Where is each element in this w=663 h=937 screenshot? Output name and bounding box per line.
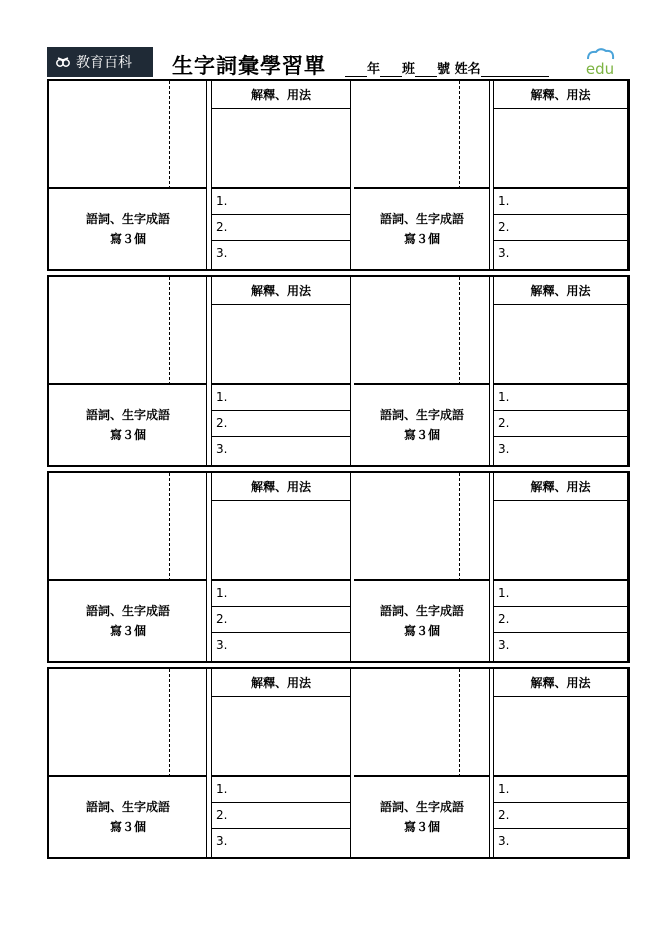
prompt-label xyxy=(354,581,490,661)
answer-row[interactable]: 2. xyxy=(212,607,350,633)
prompt-line2: 寫３個 xyxy=(109,232,146,246)
definition-cell xyxy=(211,81,351,269)
definition-area[interactable] xyxy=(494,305,627,385)
answer-row[interactable]: 2. xyxy=(494,215,627,241)
answer-row[interactable]: 1. xyxy=(494,189,627,215)
answer-row[interactable]: 2. xyxy=(494,803,627,829)
prompt-line1: 語詞、生字成語 xyxy=(379,604,464,618)
vocab-card xyxy=(49,669,351,857)
prompt-line2: 寫３個 xyxy=(109,428,146,442)
definition-cell xyxy=(493,473,628,661)
prompt-label xyxy=(354,777,490,857)
prompt-label xyxy=(49,385,207,465)
answer-row[interactable]: 1. xyxy=(212,581,350,607)
student-info xyxy=(345,58,549,77)
definition-area[interactable] xyxy=(494,109,627,189)
answer-row[interactable]: 3. xyxy=(498,442,510,456)
edu-logo xyxy=(580,47,620,77)
prompt-line1: 語詞、生字成語 xyxy=(379,212,464,226)
definition-header: 解釋、用法 xyxy=(494,473,627,501)
answer-row[interactable]: 2. xyxy=(212,215,350,241)
vocab-card xyxy=(49,473,351,661)
definition-cell xyxy=(493,81,628,269)
owl-icon xyxy=(55,54,71,70)
answer-row[interactable]: 1. xyxy=(494,385,627,411)
answer-row[interactable]: 3. xyxy=(216,246,228,260)
prompt-line1: 語詞、生字成語 xyxy=(379,800,464,814)
prompt-label xyxy=(49,189,207,269)
definition-header: 解釋、用法 xyxy=(212,473,350,501)
prompt-line1: 語詞、生字成語 xyxy=(85,408,170,422)
answer-row[interactable]: 1. xyxy=(494,581,627,607)
prompt-line2: 寫３個 xyxy=(403,820,440,834)
vocab-block xyxy=(47,275,630,467)
definition-area[interactable] xyxy=(212,109,350,189)
answer-row[interactable]: 1. xyxy=(494,777,627,803)
prompt-label xyxy=(354,189,490,269)
prompt-line1: 語詞、生字成語 xyxy=(85,212,170,226)
prompt-label xyxy=(354,385,490,465)
brand-name: 教育百科 xyxy=(76,55,132,71)
answer-row[interactable]: 2. xyxy=(494,411,627,437)
vocab-block xyxy=(47,471,630,663)
definition-header: 解釋、用法 xyxy=(212,81,350,109)
brand-badge xyxy=(47,47,153,77)
definition-header: 解釋、用法 xyxy=(494,81,627,109)
answer-row[interactable]: 3. xyxy=(498,834,510,848)
prompt-line2: 寫３個 xyxy=(403,232,440,246)
answer-row[interactable]: 1. xyxy=(212,385,350,411)
class-label: 班 xyxy=(402,62,416,77)
answer-row[interactable]: 1. xyxy=(212,777,350,803)
definition-header: 解釋、用法 xyxy=(212,277,350,305)
definition-area[interactable] xyxy=(212,501,350,581)
svg-text:edu: edu xyxy=(585,60,615,77)
definition-cell xyxy=(211,669,351,857)
answer-row[interactable]: 2. xyxy=(494,607,627,633)
prompt-line1: 語詞、生字成語 xyxy=(85,800,170,814)
prompt-line1: 語詞、生字成語 xyxy=(85,604,170,618)
definition-header: 解釋、用法 xyxy=(494,277,627,305)
answer-row[interactable]: 3. xyxy=(498,638,510,652)
answer-row[interactable]: 2. xyxy=(212,411,350,437)
definition-cell xyxy=(493,277,628,465)
answer-row[interactable]: 2. xyxy=(212,803,350,829)
vocab-card xyxy=(354,81,628,269)
vocab-card xyxy=(354,277,628,465)
answer-row[interactable]: 3. xyxy=(498,246,510,260)
prompt-line2: 寫３個 xyxy=(403,428,440,442)
prompt-label xyxy=(49,777,207,857)
definition-area[interactable] xyxy=(212,305,350,385)
answer-row[interactable]: 3. xyxy=(216,442,228,456)
vocab-block xyxy=(47,79,630,271)
vocab-block xyxy=(47,667,630,859)
prompt-line2: 寫３個 xyxy=(403,624,440,638)
prompt-line2: 寫３個 xyxy=(109,624,146,638)
definition-header: 解釋、用法 xyxy=(212,669,350,697)
vocab-card xyxy=(354,669,628,857)
definition-cell xyxy=(493,669,628,857)
prompt-label xyxy=(49,581,207,661)
vocab-card xyxy=(49,277,351,465)
answer-row[interactable]: 3. xyxy=(216,834,228,848)
definition-header: 解釋、用法 xyxy=(494,669,627,697)
definition-cell xyxy=(211,277,351,465)
definition-area[interactable] xyxy=(212,697,350,777)
prompt-line1: 語詞、生字成語 xyxy=(379,408,464,422)
vocab-card xyxy=(354,473,628,661)
answer-row[interactable]: 1. xyxy=(212,189,350,215)
answer-row[interactable]: 3. xyxy=(216,638,228,652)
name-label: 姓名 xyxy=(454,62,481,77)
page-title: 生字詞彙學習單 xyxy=(172,54,326,78)
prompt-line2: 寫３個 xyxy=(109,820,146,834)
definition-area[interactable] xyxy=(494,501,627,581)
number-label: 號 xyxy=(437,62,451,77)
definition-cell xyxy=(211,473,351,661)
definition-area[interactable] xyxy=(494,697,627,777)
vocab-card xyxy=(49,81,351,269)
year-label: 年 xyxy=(367,62,381,77)
